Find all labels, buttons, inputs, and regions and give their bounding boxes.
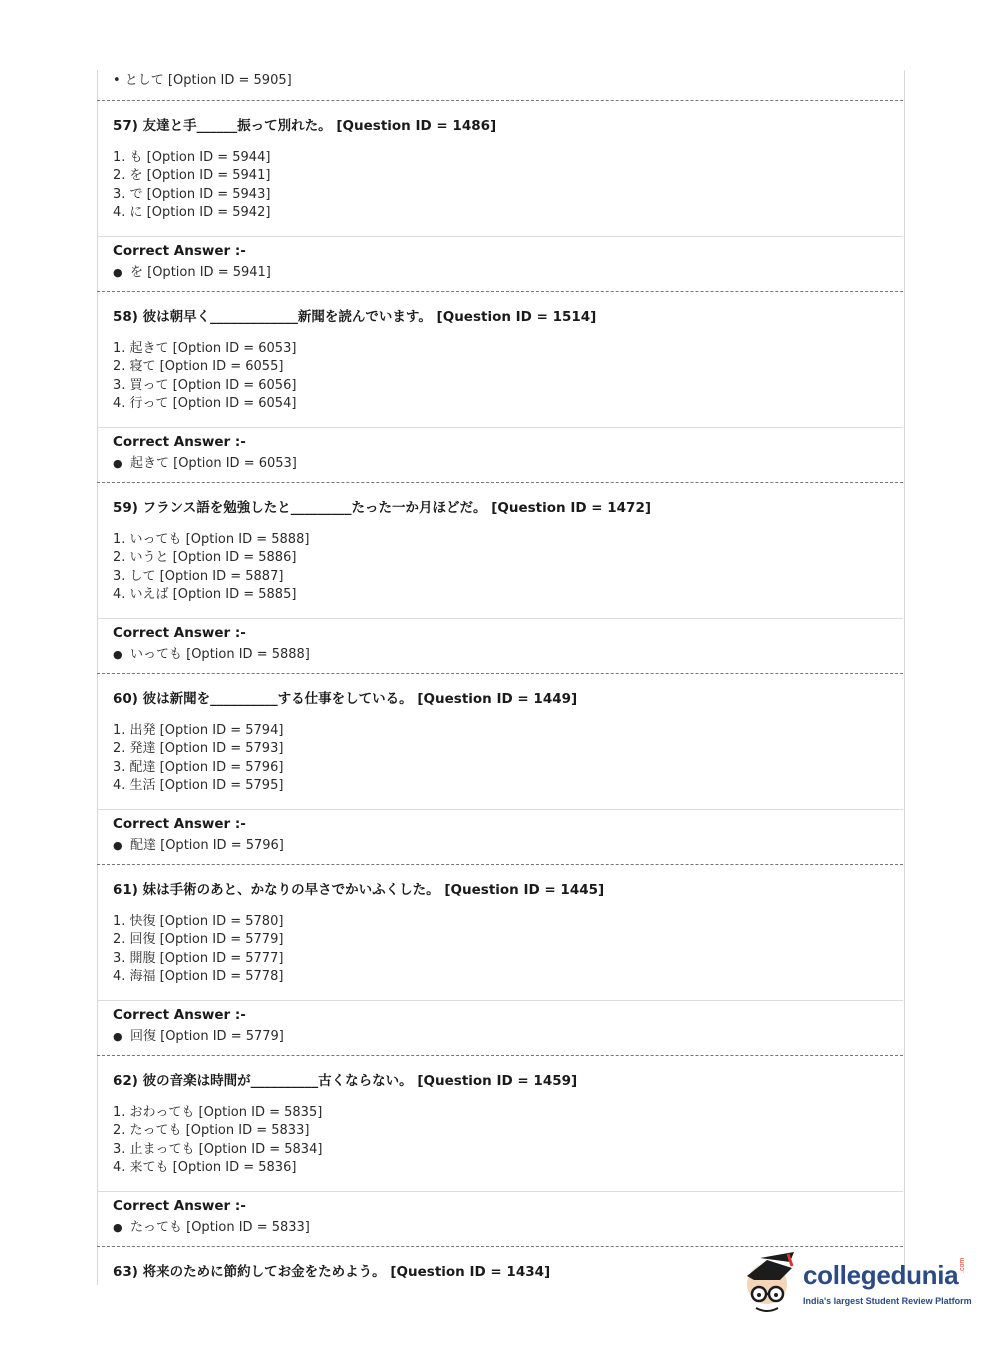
question-divider bbox=[97, 100, 903, 101]
correct-answer-heading: Correct Answer :- bbox=[113, 434, 246, 450]
option: 4. に [Option ID = 5942] bbox=[113, 205, 271, 220]
answer-divider bbox=[97, 1191, 903, 1192]
correct-answer: を [Option ID = 5941] bbox=[130, 265, 271, 280]
question-divider bbox=[97, 673, 903, 674]
bullet-icon: ● bbox=[113, 1030, 123, 1043]
bullet-icon: ● bbox=[113, 1221, 123, 1234]
answer-divider bbox=[97, 427, 903, 428]
option: 2. いうと [Option ID = 5886] bbox=[113, 550, 297, 565]
logo-tagline: India's largest Student Review Platform bbox=[803, 1296, 972, 1306]
option: 3. で [Option ID = 5943] bbox=[113, 187, 271, 202]
question-62: 62) 彼の音楽は時間が__________古くならない。 [Question ID = 1459] bbox=[113, 1073, 578, 1089]
bullet-icon: ● bbox=[113, 839, 123, 852]
question-63: 63) 将来のために節約してお金をためよう。 [Question ID = 1434] bbox=[113, 1264, 551, 1280]
question-58: 58) 彼は朝早く_____________新聞を読んでいます。 [Question ID = 1514] bbox=[113, 309, 597, 325]
option: 1. 快復 [Option ID = 5780] bbox=[113, 914, 284, 929]
question-59: 59) フランス語を勉強したと_________たった一か月ほどだ。 [Question ID = 1472] bbox=[113, 500, 652, 516]
answer-divider bbox=[97, 1000, 903, 1001]
option: 3. 開腹 [Option ID = 5777] bbox=[113, 951, 284, 966]
question-divider bbox=[97, 482, 903, 483]
logo-suffix: .com bbox=[959, 1257, 966, 1273]
correct-answer: 回復 [Option ID = 5779] bbox=[130, 1029, 284, 1044]
option: 2. たっても [Option ID = 5833] bbox=[113, 1123, 310, 1138]
correct-answer-heading: Correct Answer :- bbox=[113, 243, 246, 259]
answer-divider bbox=[97, 809, 903, 810]
option: 1. 出発 [Option ID = 5794] bbox=[113, 723, 284, 738]
question-divider bbox=[97, 1055, 903, 1056]
option: 2. を [Option ID = 5941] bbox=[113, 168, 271, 183]
option: 3. 配達 [Option ID = 5796] bbox=[113, 760, 284, 775]
option: 4. 行って [Option ID = 6054] bbox=[113, 396, 297, 411]
option: 4. 海福 [Option ID = 5778] bbox=[113, 969, 284, 984]
correct-answer-heading: Correct Answer :- bbox=[113, 625, 246, 641]
option: 2. 回復 [Option ID = 5779] bbox=[113, 932, 284, 947]
correct-answer: 配達 [Option ID = 5796] bbox=[130, 838, 284, 853]
option: 1. おわっても [Option ID = 5835] bbox=[113, 1105, 323, 1120]
option: 4. 来ても [Option ID = 5836] bbox=[113, 1160, 297, 1175]
option: 2. 発達 [Option ID = 5793] bbox=[113, 741, 284, 756]
option: 3. 買って [Option ID = 6056] bbox=[113, 378, 297, 393]
option: 1. いっても [Option ID = 5888] bbox=[113, 532, 310, 547]
question-divider bbox=[97, 1246, 903, 1247]
answer-divider bbox=[97, 236, 903, 237]
option: 4. 生活 [Option ID = 5795] bbox=[113, 778, 284, 793]
question-61: 61) 妹は手術のあと、かなりの早さでかいふくした。 [Question ID = 1445] bbox=[113, 882, 605, 898]
question-60: 60) 彼は新聞を__________する仕事をしている。 [Question ID = 1449] bbox=[113, 691, 578, 707]
logo-wordmark: collegedunia bbox=[803, 1260, 959, 1290]
option: 1. も [Option ID = 5944] bbox=[113, 150, 271, 165]
bullet-icon: ● bbox=[113, 648, 123, 661]
correct-answer: いっても [Option ID = 5888] bbox=[130, 647, 310, 662]
answer-divider bbox=[97, 618, 903, 619]
option: 2. 寝て [Option ID = 6055] bbox=[113, 359, 284, 374]
question-divider bbox=[97, 864, 903, 865]
prev-answer-option: • として [Option ID = 5905] bbox=[113, 73, 292, 88]
option: 1. 起きて [Option ID = 6053] bbox=[113, 341, 297, 356]
question-57: 57) 友達と手______振って別れた。 [Question ID = 1486] bbox=[113, 118, 497, 134]
option: 3. 止まっても [Option ID = 5834] bbox=[113, 1142, 323, 1157]
bullet-icon: ● bbox=[113, 457, 123, 470]
option: 3. して [Option ID = 5887] bbox=[113, 569, 284, 584]
correct-answer-heading: Correct Answer :- bbox=[113, 1007, 246, 1023]
bullet-icon: ● bbox=[113, 266, 123, 279]
correct-answer-heading: Correct Answer :- bbox=[113, 1198, 246, 1214]
question-divider bbox=[97, 291, 903, 292]
option: 4. いえば [Option ID = 5885] bbox=[113, 587, 297, 602]
correct-answer: 起きて [Option ID = 6053] bbox=[130, 456, 297, 471]
correct-answer-heading: Correct Answer :- bbox=[113, 816, 246, 832]
correct-answer: たっても [Option ID = 5833] bbox=[130, 1220, 310, 1235]
